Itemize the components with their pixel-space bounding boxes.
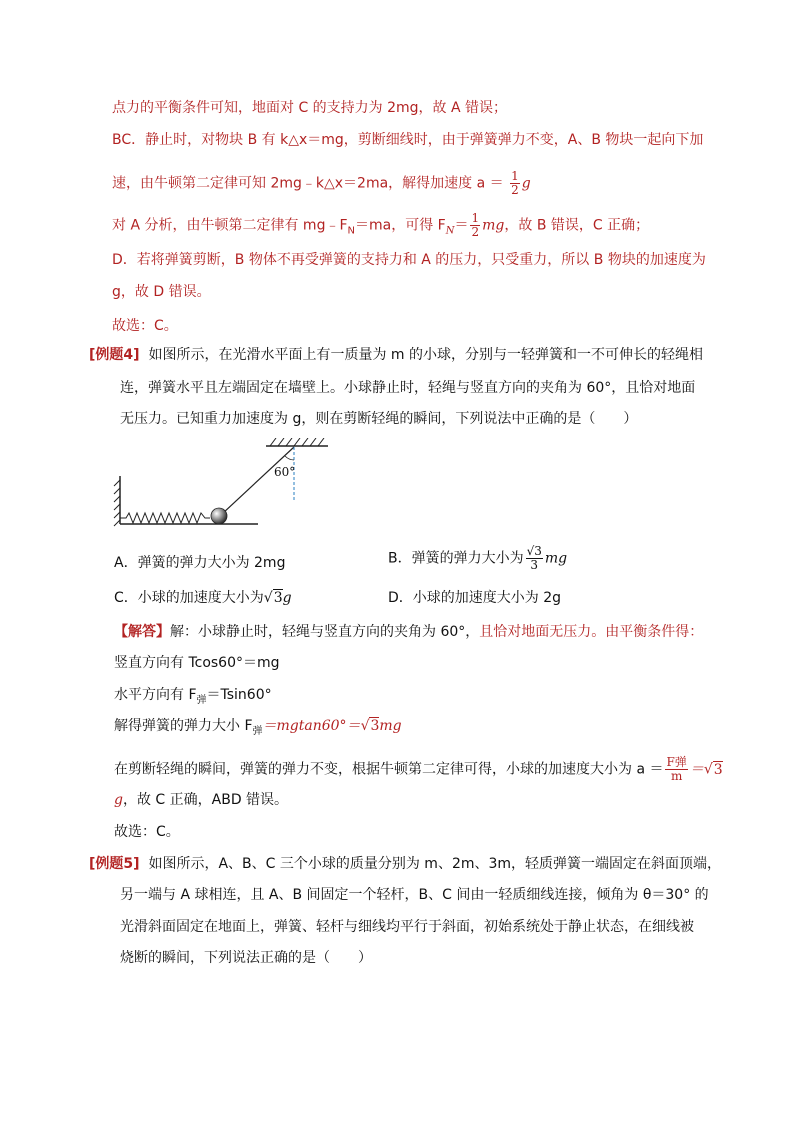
- fraction-half: $\frac{1}{2}$: [511, 169, 519, 197]
- example4-question-line-2: 连，弹簧水平且左端固定在墙壁上。小球静止时，轻绳与竖直方向的夹角为 60°，且恰对地面: [120, 380, 696, 396]
- ball: [211, 508, 227, 524]
- answer-line-2: 竖直方向有 Tcos60°＝mg: [114, 655, 280, 671]
- wall-hatching: [114, 480, 120, 526]
- solution-line-1: 点力的平衡条件可知，地面对 C 的支持力为 2mg，故 A 错误；: [112, 100, 508, 116]
- answer-line-4: 解得弹簧的弹力大小 $F_弹=mgtan60^\circ=√3mg$: [114, 718, 402, 737]
- answer-label: 【解答】: [114, 624, 170, 640]
- answer-line-6: g，故 C 正确，ABD 错误。: [114, 792, 289, 808]
- angle-label: 60°: [274, 465, 296, 479]
- solution-line-3: 速，由牛顿第二定律可知 2mg﹣k△x＝2ma，解得加速度 a ＝ $\frac{1}{2}$ g: [112, 169, 531, 197]
- answer-line-3: 水平方向有 $F_弹=Tsin60^\circ$: [114, 687, 272, 706]
- example5-question-line-2: 另一端与 A 球相连，且 A、B 间固定一个轻杆，B、C 间由一轻质细线连接，倾角为 θ＝30° 的: [120, 887, 709, 903]
- answer-line-7: 故选：C。: [114, 824, 180, 840]
- answer-line-5: 在剪断轻绳的瞬间，弹簧的弹力不变，根据牛顿第二定律可得，小球的加速度大小为 a ＝ $\frac{\text{F弹}}{m}$ ＝√3: [114, 755, 723, 783]
- answer-line-1: 【解答】解：小球静止时，轻绳与竖直方向的夹角为 60°，且恰对地面无压力。由平衡条件得：: [114, 624, 704, 640]
- example5-tag: [例题5]: [89, 856, 140, 872]
- option-c: C．小球的加速度大小为√3g: [114, 590, 292, 606]
- example4-tag: [例题4]: [89, 347, 140, 363]
- example5-question-line-3: 光滑斜面固定在地面上，弹簧、轻杆与细线均平行于斜面，初始系统处于静止状态，在细线被: [120, 919, 694, 935]
- rope: [222, 447, 294, 514]
- example5-question-line-1: [例题5] 如图所示，A、B、C 三个小球的质量分别为 m、2m、3m，轻质弹簧一端固定在斜面顶端，: [89, 856, 722, 872]
- spring-ball-diagram: [110, 438, 330, 538]
- solution-line-6: g，故 D 错误。: [112, 284, 211, 300]
- example4-question-line-1: [例题4] 如图所示，在光滑水平面上有一质量为 m 的小球，分别与一轻弹簧和一不可伸长的轻绳相: [89, 347, 703, 363]
- example4-question-line-3: 无压力。已知重力加速度为 g，则在剪断轻绳的瞬间，下列说法中正确的是（ ）: [120, 411, 638, 427]
- solution-line-7: 故选：C。: [112, 318, 178, 334]
- spring: [120, 513, 210, 523]
- ceiling-hatching: [270, 438, 324, 446]
- solution-line-2: BC．静止时，对物块 B 有 k△x＝mg，剪断细线时，由于弹簧弹力不变，A、B 物块一起向下加: [112, 132, 704, 148]
- option-a: A．弹簧的弹力大小为 2mg: [114, 555, 286, 571]
- option-d: D．小球的加速度大小为 2g: [388, 590, 562, 606]
- solution-line-4: 对 A 分析，由牛顿第二定律有 $mg﹣F_N=ma$，可得 $F_N=$ $\frac{1}{2}$ mg，故 B 错误，C 正确；: [112, 211, 650, 239]
- option-b: B．弹簧的弹力大小为 $\frac{√3}{3}$ mg: [388, 544, 568, 572]
- example5-question-line-4: 烧断的瞬间，下列说法正确的是（ ）: [120, 950, 372, 966]
- angle-arc: [285, 456, 294, 460]
- solution-line-5: D．若将弹簧剪断，B 物体不再受弹簧的支持力和 A 的压力，只受重力，所以 B 物块的加速度为: [112, 252, 706, 268]
